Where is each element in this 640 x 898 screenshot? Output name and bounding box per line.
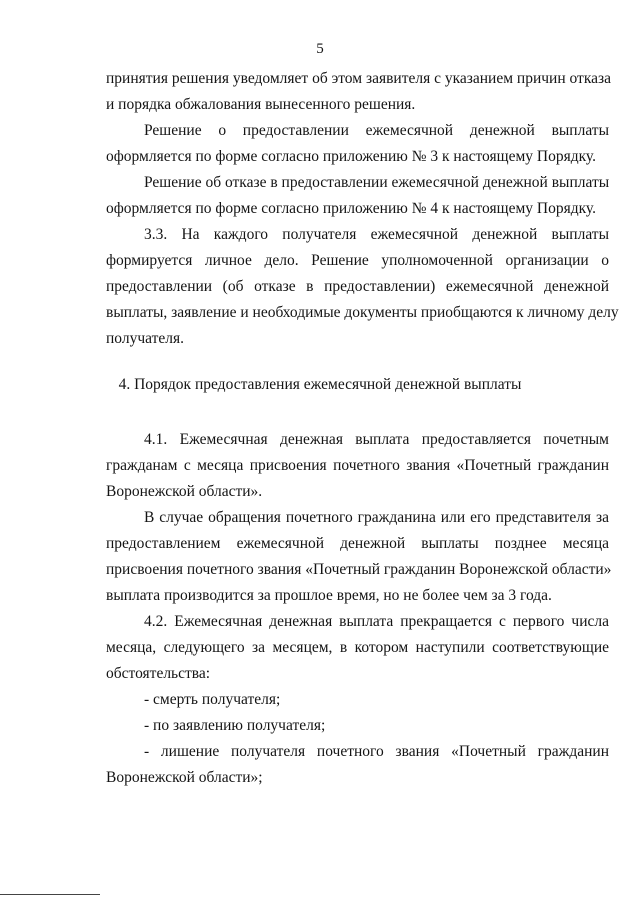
page-number: 5 (316, 41, 324, 57)
text-line: выплата производится за прошлое время, но не более чем за 3 года. (106, 587, 552, 604)
text-line: 3.3. На каждого получателя ежемесячной денежной выплаты (144, 226, 609, 243)
text-line: и порядка обжалования вынесенного решения. (106, 96, 416, 113)
text-line: формируется личное дело. Решение уполномоченной организации о (106, 252, 609, 269)
text-line: 4.2. Ежемесячная денежная выплата прекращается с первого числа (144, 613, 609, 630)
text-line: принятия решения уведомляет об этом заявителя с указанием причин отказа (106, 70, 612, 87)
text-line: предоставлением ежемесячной денежной выплаты позднее месяца (106, 535, 609, 552)
text-line: присвоения почетного звания «Почетный гражданин Воронежской области» (106, 561, 612, 578)
footnote-rule (0, 894, 100, 895)
text-line: месяца, следующего за месяцем, в котором наступили соответствующие (106, 639, 609, 656)
text-line: Решение о предоставлении ежемесячной денежной выплаты (144, 122, 609, 139)
text-line: оформляется по форме согласно приложению № 3 к настоящему Порядку. (106, 148, 596, 165)
text-line: обстоятельства: (106, 665, 211, 682)
section-heading: 4. Порядок предоставления ежемесячной денежной выплаты (118, 376, 522, 393)
text-line: предоставлении (об отказе в предоставлении) ежемесячной денежной (106, 278, 609, 295)
text-line: выплаты, заявление и необходимые документы приобщаются к личному делу (106, 304, 619, 321)
list-item: - по заявлению получателя; (144, 717, 326, 734)
text-line: Воронежской области»; (106, 769, 263, 786)
text-line: гражданам с месяца присвоения почетного звания «Почетный гражданин (106, 457, 609, 474)
text-line: оформляется по форме согласно приложению № 4 к настоящему Порядку. (106, 200, 596, 217)
text-line: 4.1. Ежемесячная денежная выплата предоставляется почетным (144, 431, 609, 448)
text-line: Решение об отказе в предоставлении ежемесячной денежной выплаты (144, 174, 610, 191)
list-item: - смерть получателя; (144, 691, 281, 708)
text-line: получателя. (106, 330, 184, 347)
text-line: Воронежской области». (106, 483, 263, 500)
list-item: - лишение получателя почетного звания «Почетный гражданин (144, 743, 609, 760)
text-line: В случае обращения почетного гражданина или его представителя за (144, 509, 609, 526)
